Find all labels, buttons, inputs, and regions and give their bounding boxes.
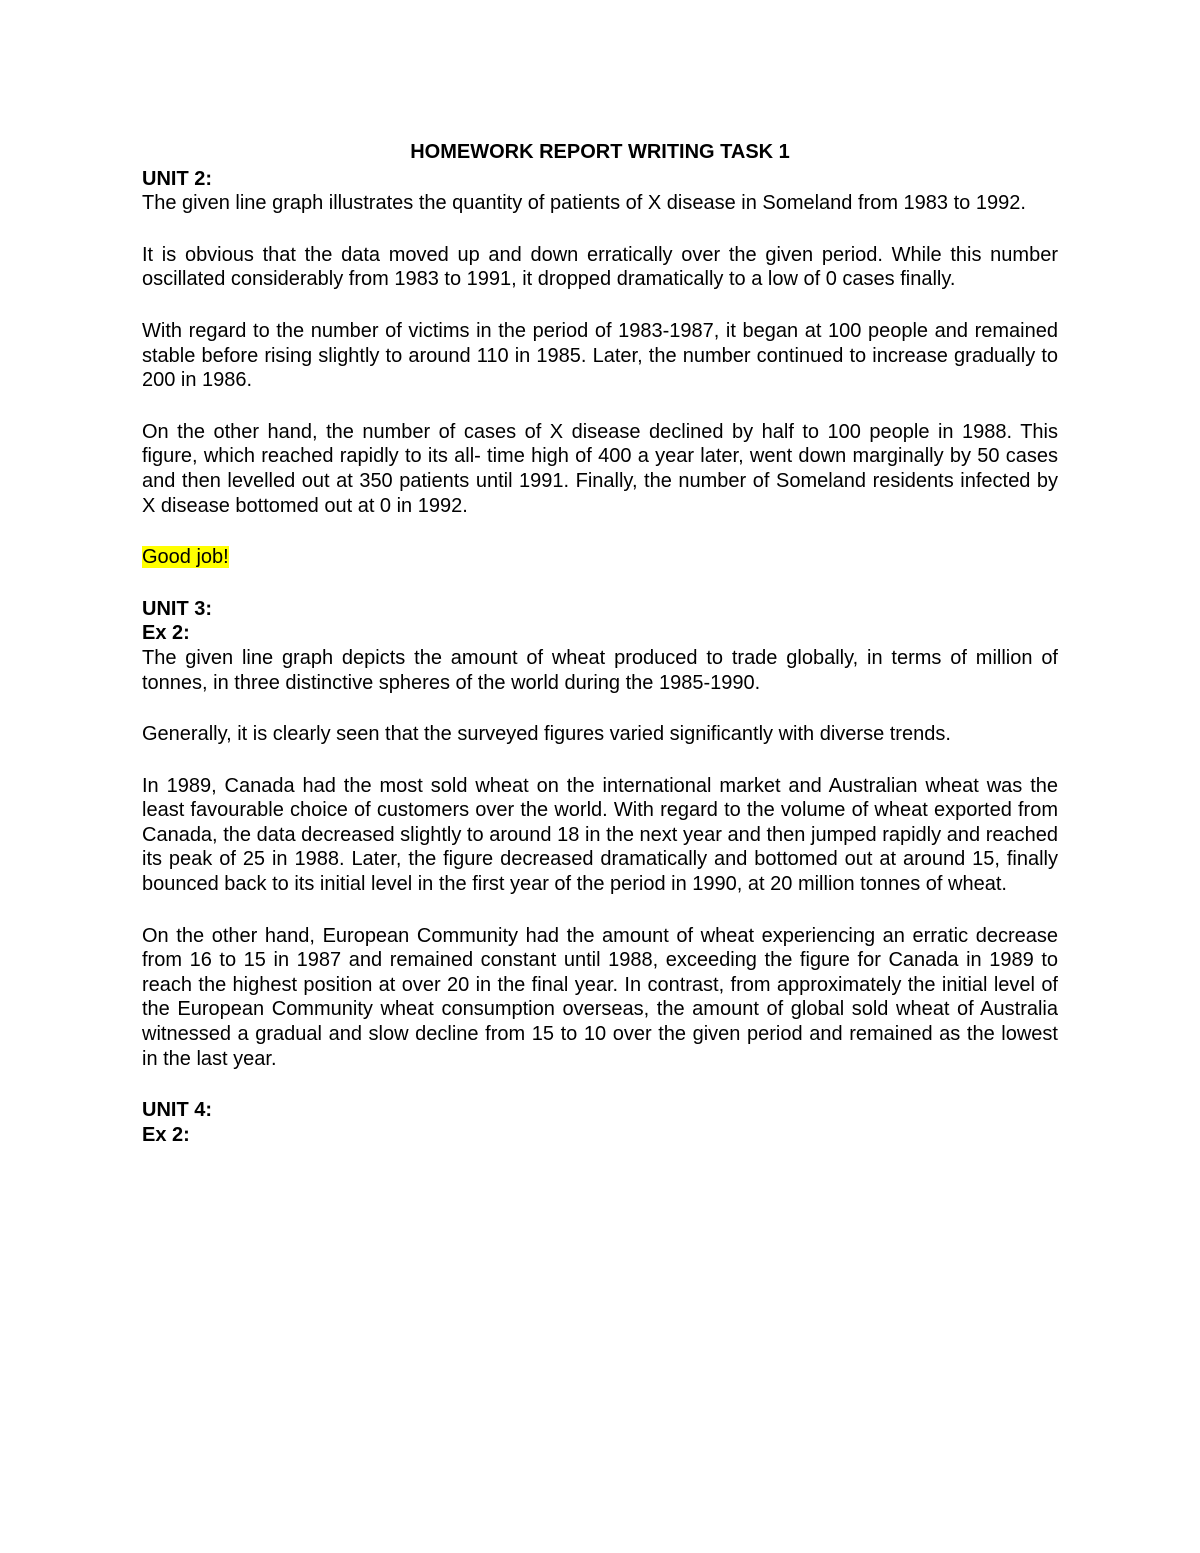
unit3-paragraph-1: The given line graph depicts the amount of wheat produced to trade globally, in terms of million of tonnes, in three distinctive spheres of the world during the 1985-1990. — [142, 646, 1058, 694]
unit2-paragraph-3: With regard to the number of victims in the period of 1983-1987, it began at 100 people and remained stable before rising slightly to around 110 in 1985. Later, the number continued to increase gradually to 200 in 1986. — [142, 319, 1058, 392]
spacer — [142, 570, 1058, 597]
unit3-paragraph-2: Generally, it is clearly seen that the surveyed figures varied significantly with diverse trends. — [142, 723, 951, 746]
unit3-paragraph-4: On the other hand, European Community had the amount of wheat experiencing an erratic decrease from 16 to 15 in 1987 and remained constant until 1988, exceeding the figure for Canada in 1989 to reach the highest position at over 20 in the final year. In contrast, from approximately the initial level of the European Community wheat consumption overseas, the amount of global sold wheat of Australia witnessed a gradual and slow decline from 15 to 10 over the given period and remained as the lowest in the last year. — [142, 924, 1058, 1070]
unit4-heading: UNIT 4: — [142, 1099, 212, 1122]
unit2-paragraph-4: On the other hand, the number of cases of X disease declined by half to 100 people in 1988. This figure, which reached rapidly to its all- time high of 400 a year later, went down marginally by 50 cases and then levelled out at 350 patients until 1991. Finally, the number of Someland residents infected by X disease bottomed out at 0 in 1992. — [142, 420, 1058, 517]
unit4-exercise: Ex 2: — [142, 1123, 190, 1146]
unit3-paragraph-3: In 1989, Canada had the most sold wheat on the international market and Australian wheat was the least favourable choice of customers over the world. With regard to the volume of wheat exported from Canada, the data decreased slightly to around 18 in the next year and then jumped rapidly and reached its peak of 25 in 1988. Later, the figure decreased dramatically and bottomed out at around 15, finally bounced back to its initial level in the first year of the period in 1990, at 20 million tonnes of wheat. — [142, 774, 1058, 896]
spacer — [142, 393, 1058, 420]
spacer — [142, 518, 1058, 545]
unit2-heading: UNIT 2: — [142, 167, 212, 190]
spacer — [142, 695, 1058, 722]
unit3-exercise: Ex 2: — [142, 622, 190, 645]
spacer — [142, 216, 1058, 243]
spacer — [142, 747, 1058, 774]
unit2-feedback-line — [142, 545, 1058, 570]
document-title: HOMEWORK REPORT WRITING TASK 1 — [410, 141, 790, 163]
unit2-feedback: Good job! — [142, 546, 229, 569]
unit2-paragraph-1: The given line graph illustrates the quantity of patients of X disease in Someland from 1983 to 1992. — [142, 192, 1026, 215]
spacer — [142, 897, 1058, 924]
spacer — [142, 292, 1058, 319]
unit3-heading: UNIT 3: — [142, 597, 212, 620]
unit2-paragraph-2: It is obvious that the data moved up and down erratically over the given period. While this number oscillated considerably from 1983 to 1991, it dropped dramatically to a low of 0 cases finally. — [142, 243, 1058, 291]
document-page — [142, 140, 1058, 1147]
spacer — [142, 1071, 1058, 1098]
